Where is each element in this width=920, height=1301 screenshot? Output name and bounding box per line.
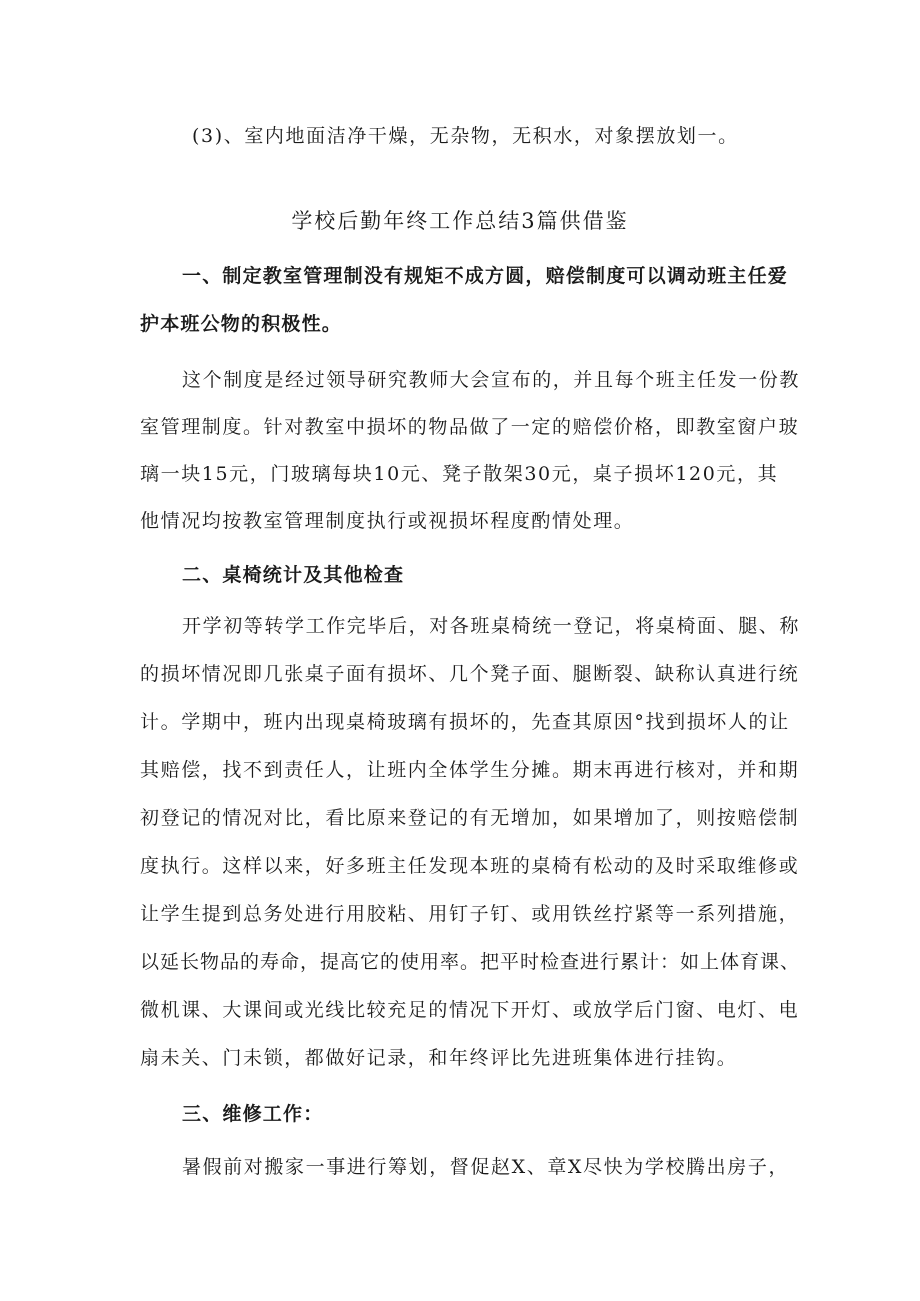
section-1-paragraph-line: 璃一块15元，门玻璃每块10元、凳子散架30元，桌子损坏120元，其 xyxy=(140,463,779,485)
section-1-heading-line-2: 护本班公物的积极性。 xyxy=(140,313,343,335)
section-3-paragraph-line: 暑假前对搬家一事进行筹划，督促赵X、章X尽快为学校腾出房子， xyxy=(182,1156,790,1178)
section-2-paragraph-line: 其赔偿，找不到责任人，让班内全体学生分摊。期末再进行核对，并和期 xyxy=(140,759,800,781)
section-2-paragraph-line: 初登记的情况对比，看比原来登记的有无增加，如果增加了，则按赔偿制 xyxy=(140,807,800,829)
section-2-heading: 二、桌椅统计及其他检查 xyxy=(182,564,405,586)
section-2-paragraph-line: 度执行。这样以来，好多班主任发现本班的桌椅有松动的及时采取维修或 xyxy=(140,855,800,877)
section-2-paragraph-line: 计。学期中，班内出现桌椅玻璃有损坏的，先查其原因°找到损坏人的让 xyxy=(140,711,790,733)
section-3-heading: 三、维修工作： xyxy=(182,1103,324,1125)
section-1-paragraph-line: 室管理制度。针对教室中损坏的物品做了一定的赔偿价格，即教室窗户玻 xyxy=(140,416,800,438)
section-1-paragraph-line: 这个制度是经过领导研究教师大会宣布的，并且每个班主任发一份教 xyxy=(182,369,801,391)
section-2-paragraph-line: 以延长物品的寿命，提高它的使用率。把平时检查进行累计：如上体育课、 xyxy=(140,951,801,973)
section-2-paragraph-line: 让学生提到总务处进行用胶粘、用钉子钉、或用铁丝拧紧等一系列措施， xyxy=(140,903,800,925)
section-2-paragraph-line: 的损坏情况即几张桌子面有损坏、几个凳子面、腿断裂、缺称认真进行统 xyxy=(140,663,800,685)
section-2-paragraph-line: 微机课、大课间或光线比较充足的情况下开灯、或放学后门窗、电灯、电 xyxy=(140,999,800,1021)
section-1-paragraph-line: 他情况均按教室管理制度执行或视损坏程度酌情处理。 xyxy=(140,510,635,532)
section-2-paragraph-line: 开学初等转学工作完毕后，对各班桌椅统一登记，将桌椅面、腿、称 xyxy=(182,615,801,637)
section-1-heading-line-1: 一、制定教室管理制没有规矩不成方圆，赔偿制度可以调动班主任爱 xyxy=(182,265,789,287)
section-2-paragraph-line: 扇未关、门未锁，都做好记录，和年终评比先进班集体进行挂钩。 xyxy=(140,1047,738,1069)
document-title: 学校后勤年终工作总结3篇供借鉴 xyxy=(291,209,629,233)
intro-item-3: (3)、室内地面洁净干燥，无杂物，无积水，对象摆放划一。 xyxy=(192,125,739,147)
